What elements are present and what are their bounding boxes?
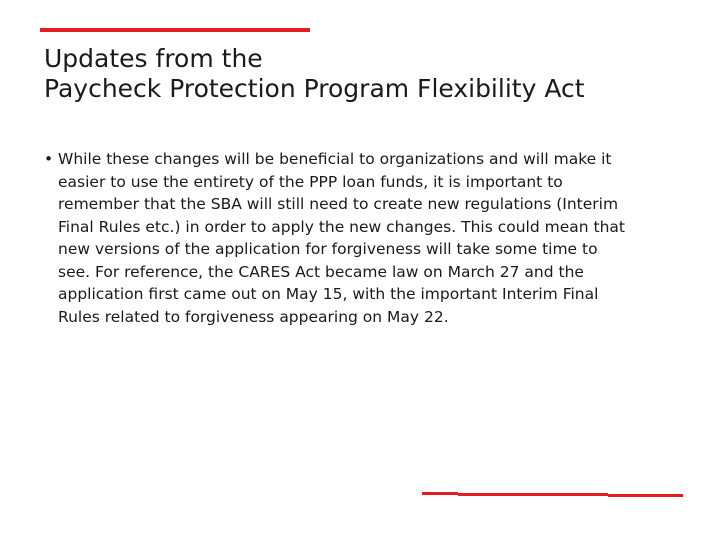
bullet-text-line: see. For reference, the CARES Act became law on March 27 and the (58, 262, 584, 281)
bullet-text-line: remember that the SBA will still need to create new regulations (Interim (58, 195, 619, 213)
bullet-text-line: application first came out on May 15, with the important Interim Final (58, 285, 599, 303)
footer-accent-rule (422, 492, 458, 495)
slide-title-line: Updates from the (44, 44, 263, 73)
slide-body (44, 148, 684, 328)
bullet-text-line: While these changes will be beneficial to organizations and will make it (58, 150, 612, 168)
bullet-dot-icon: • (44, 150, 54, 168)
slide-title-line: Paycheck Protection Program Flexibility Act (44, 74, 585, 103)
title-accent-rule (40, 28, 310, 32)
slide-title (44, 44, 694, 104)
bullet-text-line: new versions of the application for forgiveness will take some time to (58, 240, 598, 258)
bullet-text-line: Final Rules etc.) in order to apply the new changes. This could mean that (58, 217, 625, 236)
bullet-text-line: easier to use the entirety of the PPP loan funds, it is important to (58, 172, 563, 191)
bullet-item (44, 148, 684, 328)
bullet-text (58, 148, 684, 328)
footer-accent-rule (608, 494, 683, 497)
bullet-text-line: Rules related to forgiveness appearing on May 22. (58, 307, 449, 326)
footer-accent-rule (458, 493, 608, 496)
